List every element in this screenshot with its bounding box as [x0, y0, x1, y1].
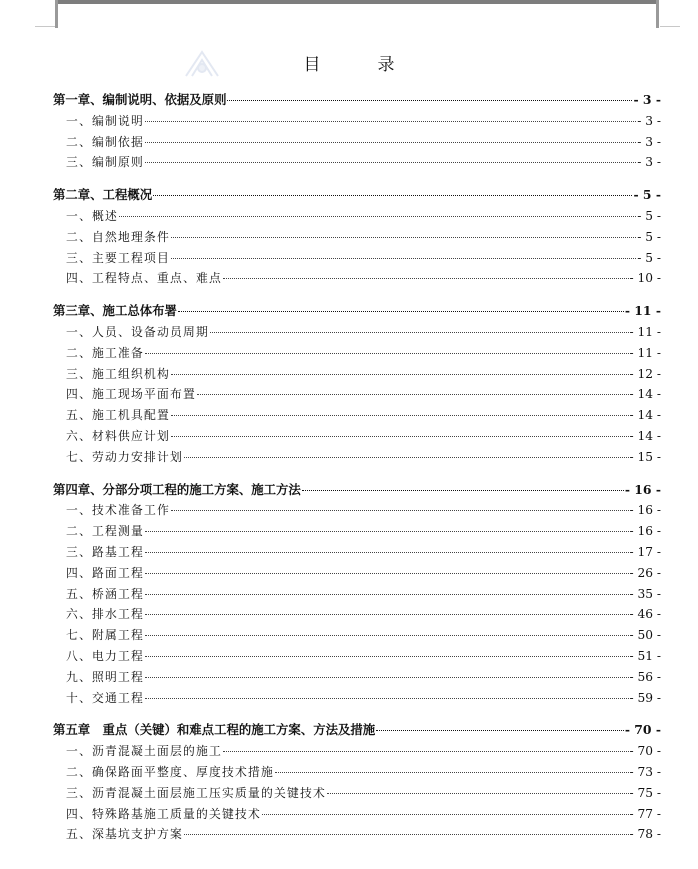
dot-leader: [210, 332, 629, 333]
dot-leader: [145, 531, 629, 532]
corner-mark-left: [35, 26, 55, 27]
dot-leader: [223, 751, 629, 752]
toc-entry-label: 四、特殊路基施工质量的关键技术: [66, 806, 261, 821]
toc-entry-label: 一、技术准备工作: [66, 503, 170, 518]
toc-entry-label: 二、自然地理条件: [66, 229, 170, 244]
toc-entry-label: 第五章 重点（关键）和难点工程的施工方案、方法及措施: [53, 722, 376, 738]
toc-chapter: [53, 185, 661, 289]
toc-page-number: - 5 -: [637, 229, 661, 244]
toc-entry[interactable]: [53, 824, 661, 845]
corner-mark-right: [660, 26, 680, 27]
toc-entry-label: 一、概述: [66, 208, 118, 223]
toc-entry-label: 第一章、编制说明、依据及原则: [53, 92, 227, 107]
toc-entry-label: 五、桥涵工程: [66, 586, 144, 601]
dot-leader: [171, 374, 629, 375]
toc-entry-label: 二、工程测量: [66, 524, 144, 539]
toc-page-number: - 14 -: [629, 387, 661, 402]
toc-chapter-heading[interactable]: [53, 90, 661, 111]
toc-entry[interactable]: [53, 364, 661, 385]
toc-entry-label: 一、编制说明: [66, 113, 144, 128]
dot-leader: [145, 698, 629, 699]
dot-leader: [184, 834, 629, 835]
dot-leader: [145, 635, 629, 636]
toc-entry-label: 九、照明工程: [66, 669, 144, 684]
toc-entry-label: 二、施工准备: [66, 345, 144, 360]
toc-chapter: [53, 301, 661, 467]
dot-leader: [275, 772, 629, 773]
dot-leader: [145, 614, 629, 615]
toc-entry[interactable]: [53, 384, 661, 405]
toc-entry-label: 五、深基坑支护方案: [66, 827, 183, 842]
dot-leader: [119, 216, 636, 217]
toc-entry-label: 四、施工现场平面布置: [66, 387, 196, 402]
toc-page-number: - 70 -: [624, 722, 661, 738]
dot-leader: [327, 793, 629, 794]
toc-entry-label: 第四章、分部分项工程的施工方案、施工方法: [53, 481, 301, 497]
toc-entry-label: 三、施工组织机构: [66, 366, 170, 381]
toc-page-number: - 16 -: [629, 524, 661, 539]
toc-entry-label: 三、沥青混凝土面层施工压实质量的关键技术: [66, 785, 326, 800]
toc-entry-label: 四、工程特点、重点、难点: [66, 271, 222, 286]
toc-page-number: - 70 -: [629, 744, 661, 759]
toc-entry-label: 第三章、施工总体布署: [53, 303, 177, 319]
toc-entry-label: 六、排水工程: [66, 607, 144, 622]
toc-page-number: - 3 -: [637, 155, 661, 170]
toc-entry[interactable]: [53, 268, 661, 289]
toc-page-number: - 77 -: [629, 806, 661, 821]
toc-entry[interactable]: [53, 563, 661, 584]
toc-entry-label: 一、人员、设备动员周期: [66, 324, 209, 339]
toc-entry-label: 三、主要工程项目: [66, 250, 170, 265]
dot-leader: [184, 457, 629, 458]
toc-page-number: - 50 -: [629, 628, 661, 643]
toc-entry[interactable]: [53, 426, 661, 447]
toc-entry[interactable]: [53, 521, 661, 542]
table-of-contents: [53, 90, 661, 857]
toc-page-number: - 56 -: [629, 669, 661, 684]
dot-leader: [171, 415, 629, 416]
toc-entry[interactable]: [53, 646, 661, 667]
toc-page-number: - 3 -: [637, 134, 661, 149]
toc-chapter-heading[interactable]: [53, 185, 661, 206]
toc-entry-label: 一、沥青混凝土面层的施工: [66, 744, 222, 759]
dot-leader: [145, 552, 629, 553]
toc-page-number: - 5 -: [637, 208, 661, 223]
dot-leader: [145, 353, 629, 354]
toc-entry-label: 三、路基工程: [66, 544, 144, 559]
toc-entry-label: 七、劳动力安排计划: [66, 449, 183, 464]
dot-leader: [197, 394, 629, 395]
dot-leader: [145, 573, 629, 574]
toc-page-number: - 11 -: [629, 345, 661, 360]
toc-chapter-heading[interactable]: [53, 480, 661, 501]
dot-leader: [262, 814, 629, 815]
toc-page-number: - 78 -: [629, 827, 661, 842]
toc-entry[interactable]: [53, 625, 661, 646]
toc-page-number: - 14 -: [629, 428, 661, 443]
toc-entry[interactable]: [53, 206, 661, 227]
toc-page-number: - 16 -: [629, 503, 661, 518]
toc-entry[interactable]: [53, 762, 661, 783]
toc-chapter-heading[interactable]: [53, 720, 661, 741]
toc-page-number: - 12 -: [629, 366, 661, 381]
dot-leader: [153, 195, 632, 196]
toc-entry-label: 六、材料供应计划: [66, 428, 170, 443]
toc-page-number: - 15 -: [629, 449, 661, 464]
toc-entry[interactable]: [53, 604, 661, 625]
toc-title: 目 录: [303, 55, 415, 75]
toc-page-number: - 3 -: [637, 113, 661, 128]
toc-page-number: - 10 -: [629, 271, 661, 286]
toc-entry-label: 二、确保路面平整度、厚度技术措施: [66, 764, 274, 779]
toc-page-number: - 75 -: [629, 785, 661, 800]
toc-chapter-heading[interactable]: [53, 301, 661, 322]
dot-leader: [302, 490, 624, 491]
toc-entry-label: 八、电力工程: [66, 648, 144, 663]
toc-entry-label: 十、交通工程: [66, 690, 144, 705]
toc-page-number: - 26 -: [629, 565, 661, 580]
toc-page-number: - 16 -: [624, 481, 661, 497]
dot-leader: [178, 311, 624, 312]
dot-leader: [171, 436, 629, 437]
dot-leader: [171, 510, 629, 511]
toc-entry[interactable]: [53, 132, 661, 153]
toc-entry[interactable]: [53, 152, 661, 173]
toc-page-number: - 11 -: [624, 303, 661, 319]
dot-leader: [171, 258, 636, 259]
page-top-border: [55, 0, 659, 4]
page-left-border: [55, 0, 58, 28]
toc-entry[interactable]: [53, 667, 661, 688]
toc-entry[interactable]: [53, 405, 661, 426]
toc-page-number: - 5 -: [637, 250, 661, 265]
toc-entry[interactable]: [53, 111, 661, 132]
toc-page-number: - 3 -: [633, 92, 661, 107]
toc-entry[interactable]: [53, 688, 661, 709]
toc-entry[interactable]: [53, 741, 661, 762]
dot-leader: [145, 594, 629, 595]
toc-entry[interactable]: [53, 542, 661, 563]
toc-entry-label: 三、编制原则: [66, 155, 144, 170]
toc-page-number: - 59 -: [629, 690, 661, 705]
dot-leader: [145, 142, 636, 143]
dot-leader: [171, 237, 636, 238]
toc-page-number: - 11 -: [629, 324, 661, 339]
page-right-border: [656, 0, 659, 28]
toc-chapter: [53, 480, 661, 709]
toc-entry[interactable]: [53, 227, 661, 248]
toc-page-number: - 17 -: [629, 544, 661, 559]
toc-chapter: [53, 720, 661, 845]
toc-entry-label: 七、附属工程: [66, 628, 144, 643]
toc-entry-label: 二、编制依据: [66, 134, 144, 149]
toc-chapter: [53, 90, 661, 173]
dot-leader: [145, 656, 629, 657]
dot-leader: [145, 162, 636, 163]
toc-entry-label: 五、施工机具配置: [66, 408, 170, 423]
toc-entry[interactable]: [53, 804, 661, 825]
dot-leader: [376, 730, 624, 731]
toc-entry-label: 四、路面工程: [66, 565, 144, 580]
toc-entry[interactable]: [53, 248, 661, 269]
toc-page-number: - 5 -: [633, 187, 661, 203]
toc-entry[interactable]: [53, 447, 661, 468]
toc-entry-label: 第二章、工程概况: [53, 187, 153, 203]
dot-leader: [145, 677, 629, 678]
toc-page-number: - 51 -: [629, 648, 661, 663]
toc-page-number: - 14 -: [629, 408, 661, 423]
toc-page-number: - 35 -: [629, 586, 661, 601]
toc-entry[interactable]: [53, 322, 661, 343]
toc-entry[interactable]: [53, 500, 661, 521]
toc-page-number: - 73 -: [629, 764, 661, 779]
toc-entry[interactable]: [53, 783, 661, 804]
toc-entry[interactable]: [53, 343, 661, 364]
toc-page-number: - 46 -: [629, 607, 661, 622]
dot-leader: [227, 100, 632, 101]
toc-entry[interactable]: [53, 584, 661, 605]
dot-leader: [145, 121, 636, 122]
dot-leader: [223, 278, 629, 279]
